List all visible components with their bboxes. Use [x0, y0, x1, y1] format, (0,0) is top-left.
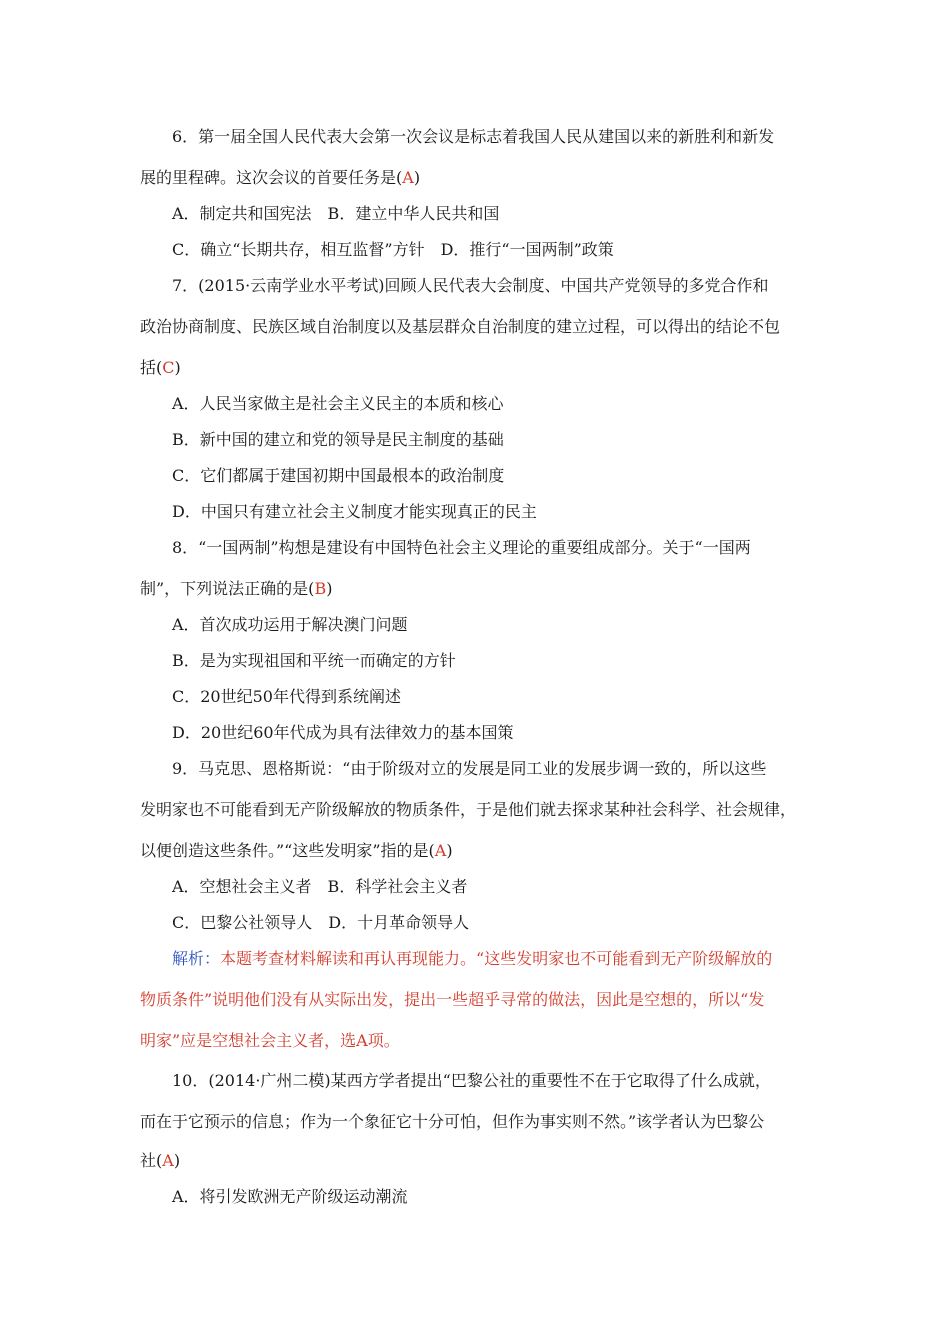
- q9-analysis-line-1: [172, 949, 852, 969]
- q8-option-c: C．20世纪50年代得到系统阐述: [172, 687, 401, 706]
- q9-stem-line-2: 发明家也不可能看到无产阶级解放的物质条件，于是他们就去探求某种社会科学、社会规律，: [140, 800, 797, 819]
- q7-stem-text: 括(: [140, 358, 163, 377]
- q9-options-line-1: A．空想社会主义者 B．科学社会主义者: [172, 877, 468, 896]
- q10-stem-text: 社(: [140, 1151, 163, 1170]
- q8-option-b: B．是为实现祖国和平统一而确定的方针: [172, 651, 456, 670]
- q8-close-paren: ): [326, 579, 333, 598]
- q9-options-line-2: C．巴黎公社领导人 D．十月革命领导人: [172, 913, 470, 932]
- q10-stem-line-3: [140, 1151, 820, 1171]
- q10-stem-line-1: 10．(2014·广州二模)某西方学者提出“巴黎公社的重要性不在于它取得了什么成就，: [172, 1071, 771, 1090]
- q7-option-b: B．新中国的建立和党的领导是民主制度的基础: [172, 430, 504, 449]
- q7-stem-line-3: [140, 358, 820, 378]
- q10-option-a: A．将引发欧洲无产阶级运动潮流: [172, 1187, 408, 1206]
- q7-stem-line-2: 政治协商制度、民族区域自治制度以及基层群众自治制度的建立过程，可以得出的结论不包: [140, 317, 781, 336]
- q8-answer: B: [314, 579, 327, 598]
- q9-analysis-text-1: 本题考查材料解读和再认再现能力。“这些发明家也不可能看到无产阶级解放的: [220, 949, 773, 968]
- q8-option-d: D．20世纪60年代成为具有法律效力的基本国策: [172, 723, 514, 742]
- q8-stem-line-2: [140, 579, 820, 599]
- q8-option-a: A．首次成功运用于解决澳门问题: [172, 615, 408, 634]
- q9-analysis-line-3: 明家”应是空想社会主义者，选A项。: [140, 1031, 400, 1050]
- q7-stem-line-1: 7．(2015·云南学业水平考试)回顾人民代表大会制度、中国共产党领导的多党合作和: [172, 276, 769, 295]
- q9-close-paren: ): [446, 841, 453, 860]
- q6-stem-line-1: 6．第一届全国人民代表大会第一次会议是标志着我国人民从建国以来的新胜利和新发: [172, 127, 775, 146]
- q9-stem-line-1: 9．马克思、恩格斯说：“由于阶级对立的发展是同工业的发展步调一致的，所以这些: [172, 759, 767, 778]
- q9-analysis-label: 解析：: [172, 949, 221, 968]
- q6-options-line-1: A．制定共和国宪法 B．建立中华人民共和国: [172, 204, 500, 223]
- q6-options-line-2: C．确立“长期共存，相互监督”方针 D．推行“一国两制”政策: [172, 240, 614, 259]
- q7-option-a: A．人民当家做主是社会主义民主的本质和核心: [172, 394, 504, 413]
- q10-close-paren: ): [173, 1151, 181, 1170]
- q9-answer: A: [434, 841, 447, 860]
- q6-answer: A: [402, 168, 414, 187]
- q9-stem-line-3: [140, 841, 820, 861]
- q7-option-c: C．它们都属于建国初期中国最根本的政治制度: [172, 466, 505, 485]
- q7-option-d: D．中国只有建立社会主义制度才能实现真正的民主: [172, 502, 537, 521]
- q9-analysis-line-2: 物质条件”说明他们没有从实际出发，提出一些超乎寻常的做法，因此是空想的，所以“发: [140, 990, 765, 1009]
- q6-stem-text: 展的里程碑。这次会议的首要任务是(: [140, 168, 403, 187]
- q6-close-paren: ): [413, 168, 421, 187]
- q7-close-paren: ): [174, 358, 181, 377]
- q8-stem-text: 制”，下列说法正确的是(: [140, 579, 315, 598]
- q6-stem-line-2: [140, 168, 820, 188]
- q10-stem-line-2: 而在于它预示的信息；作为一个象征它十分可怕，但作为事实则不然。”该学者认为巴黎公: [140, 1112, 765, 1131]
- q8-stem-line-1: 8．“一国两制”构想是建设有中国特色社会主义理论的重要组成部分。关于“一国两: [172, 538, 751, 557]
- q9-stem-text: 以便创造这些条件。”“这些发明家”指的是(: [140, 841, 435, 860]
- q10-answer: A: [162, 1151, 174, 1170]
- q7-answer: C: [162, 358, 175, 377]
